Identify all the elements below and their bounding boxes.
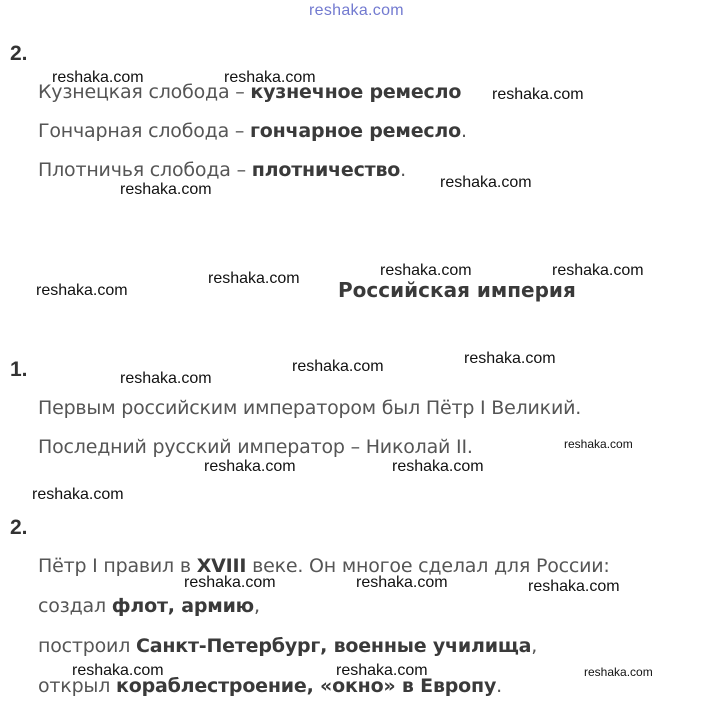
text-bold: гончарное ремесло	[250, 120, 462, 142]
text-line	[38, 635, 537, 657]
watermark: reshaka.com	[72, 662, 164, 679]
watermark: reshaka.com	[584, 665, 653, 679]
text-tail: .	[461, 120, 467, 142]
text-line	[38, 120, 467, 142]
watermark: reshaka.com	[380, 262, 472, 279]
watermark: reshaka.com	[564, 437, 633, 451]
text-line	[38, 159, 406, 181]
text-tail: ,	[253, 595, 260, 617]
text-line	[38, 595, 260, 617]
watermark: reshaka.com	[208, 270, 300, 287]
text-line	[38, 555, 610, 577]
watermark: reshaka.com	[224, 69, 316, 86]
text-plain: Пётр I правил в	[38, 555, 197, 577]
text-plain: создал	[38, 595, 112, 617]
section-heading: Российская империя	[338, 278, 576, 302]
watermark: reshaka.com	[336, 662, 428, 679]
watermark: reshaka.com	[552, 262, 644, 279]
section-number: 2.	[10, 516, 28, 539]
section-number: 2.	[10, 42, 28, 65]
text-plain: Кузнецкая слобода –	[38, 81, 251, 103]
watermark: reshaka.com	[356, 574, 448, 591]
watermark: reshaka.com	[440, 174, 532, 191]
section-number: 1.	[10, 358, 28, 381]
text-plain: Гончарная слобода –	[38, 120, 251, 142]
text-plain: построил	[38, 635, 136, 657]
text-plain: Плотничья слобода –	[38, 159, 252, 181]
text-line: Первым российским императором был Пётр I Великий.	[38, 397, 582, 419]
watermark: reshaka.com	[464, 350, 556, 367]
text-tail: веке. Он многое сделал для России:	[246, 555, 610, 577]
watermark: reshaka.com	[528, 578, 620, 595]
text-bold: плотничество	[251, 159, 401, 181]
watermark-top: reshaka.com	[309, 2, 404, 19]
watermark: reshaka.com	[392, 458, 484, 475]
text-tail: .	[496, 675, 502, 697]
text-tail: .	[400, 159, 406, 181]
watermark: reshaka.com	[204, 458, 296, 475]
watermark: reshaka.com	[120, 370, 212, 387]
text-bold: кораблестроение, «окно» в Европу	[116, 675, 497, 697]
watermark: reshaka.com	[120, 181, 212, 198]
watermark: reshaka.com	[492, 86, 584, 103]
text-bold: XVIII	[196, 555, 247, 577]
text-plain: открыл	[38, 675, 117, 697]
watermark: reshaka.com	[32, 486, 124, 503]
text-tail: ,	[531, 635, 538, 657]
text-bold: флот, армию	[111, 595, 254, 617]
watermark: reshaka.com	[52, 69, 144, 86]
watermark: reshaka.com	[184, 574, 276, 591]
text-bold: кузнечное ремесло	[250, 81, 462, 103]
watermark: reshaka.com	[36, 282, 128, 299]
text-bold: Санкт-Петербург, военные училища	[135, 635, 532, 657]
watermark: reshaka.com	[292, 358, 384, 375]
text-line: Последний русский император – Николай II.	[38, 436, 473, 458]
